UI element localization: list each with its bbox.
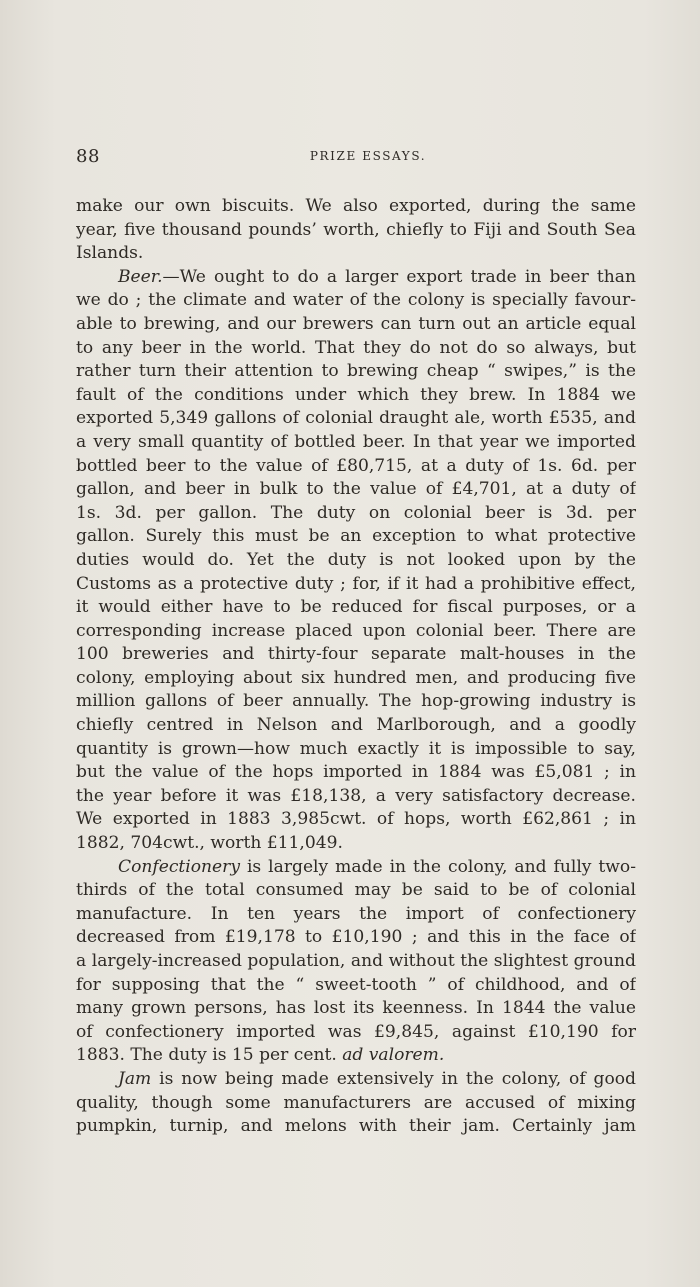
text-line: many grown persons, has lost its keenness. In 1844 the value xyxy=(76,998,636,1019)
text-line: Beer.—We ought to do a larger export trade in beer than xyxy=(118,266,636,287)
text-line: chiefly centred in Nelson and Marlborough, and a goodly xyxy=(76,715,636,736)
text-line: gallon. Surely this must be an exception to what protective xyxy=(76,526,636,547)
text-line: We exported in 1883 3,985cwt. of hops, worth £62,861 ; in xyxy=(76,809,636,830)
running-head xyxy=(76,146,636,170)
text-line: it would either have to be reduced for fiscal purposes, or a xyxy=(76,597,636,618)
text-line: the year before it was £18,138, a very satisfactory decrease. xyxy=(76,785,636,806)
section-lead-beer: Beer. xyxy=(118,266,163,287)
text-line: colony, employing about six hundred men, and producing five xyxy=(76,667,636,688)
text-line: 100 breweries and thirty-four separate malt-houses in the xyxy=(76,644,636,665)
text-line: make our own biscuits. We also exported, during the same xyxy=(76,196,636,216)
text-line: rather turn their attention to brewing cheap “ swipes,” is the xyxy=(76,361,636,382)
text-line: but the value of the hops imported in 1884 was £5,081 ; in xyxy=(76,762,636,783)
text-line: pumpkin, turnip, and melons with their jam. Certainly jam xyxy=(76,1116,636,1137)
text-line: of confectionery imported was £9,845, against £10,190 for xyxy=(76,1021,636,1042)
running-title: PRIZE ESSAYS. xyxy=(309,149,427,163)
text-line: gallon, and beer in bulk to the value of £4,701, at a duty of xyxy=(76,479,636,500)
text-line: a largely-increased population, and without the slightest ground xyxy=(76,951,636,971)
text-line: 1883. The duty is 15 per cent. ad valorem. xyxy=(76,1045,445,1066)
text-line: quantity is grown—how much exactly it is impossible to say, xyxy=(76,738,636,759)
text-line: a very small quantity of bottled beer. In that year we imported xyxy=(76,431,636,452)
text-line: duties would do. Yet the duty is not looked upon by the xyxy=(76,549,636,570)
text-line: fault of the conditions under which they brew. In 1884 we xyxy=(76,384,636,405)
text-line: million gallons of beer annually. The hop-growing industry is xyxy=(76,691,636,712)
text-line: able to brewing, and our brewers can turn out an article equal xyxy=(76,313,636,334)
section-lead-confectionery: Confectionery xyxy=(118,856,240,877)
text-line: exported 5,349 gallons of colonial draught ale, worth £535, and xyxy=(76,408,636,429)
text-line: thirds of the total consumed may be said to be of colonial xyxy=(76,880,636,901)
text-line: quality, though some manufacturers are accused of mixing xyxy=(76,1092,636,1113)
page-number: 88 xyxy=(76,146,100,167)
text-line: year, five thousand pounds’ worth, chiefly to Fiji and South Sea xyxy=(76,219,636,240)
text-line: to any beer in the world. That they do not do so always, but xyxy=(76,337,636,358)
text-line: for supposing that the “ sweet-tooth ” of childhood, and of xyxy=(76,974,636,995)
text-line: manufacture. In ten years the import of confectionery xyxy=(76,903,636,924)
text-line: Customs as a protective duty ; for, if it had a prohibitive effect, xyxy=(76,573,636,594)
text-line: Islands. xyxy=(76,243,144,264)
text-line: Confectionery is largely made in the colony, and fully two- xyxy=(118,856,636,877)
text-line: bottled beer to the value of £80,715, at a duty of 1s. 6d. per xyxy=(76,455,636,476)
section-lead-jam: Jam xyxy=(118,1068,152,1089)
text-line: corresponding increase placed upon colonial beer. There are xyxy=(76,620,636,641)
ad-valorem-phrase: ad valorem. xyxy=(342,1045,445,1066)
text-line: 1s. 3d. per gallon. The duty on colonial beer is 3d. per xyxy=(76,502,636,523)
body-text xyxy=(76,195,636,1139)
text-line: decreased from £19,178 to £10,190 ; and this in the face of xyxy=(76,927,636,948)
text-line: Jam is now being made extensively in the colony, of good xyxy=(118,1068,636,1089)
text-line: 1882, 704cwt., worth £11,049. xyxy=(76,833,343,854)
text-line: we do ; the climate and water of the colony is specially favour- xyxy=(76,290,636,311)
